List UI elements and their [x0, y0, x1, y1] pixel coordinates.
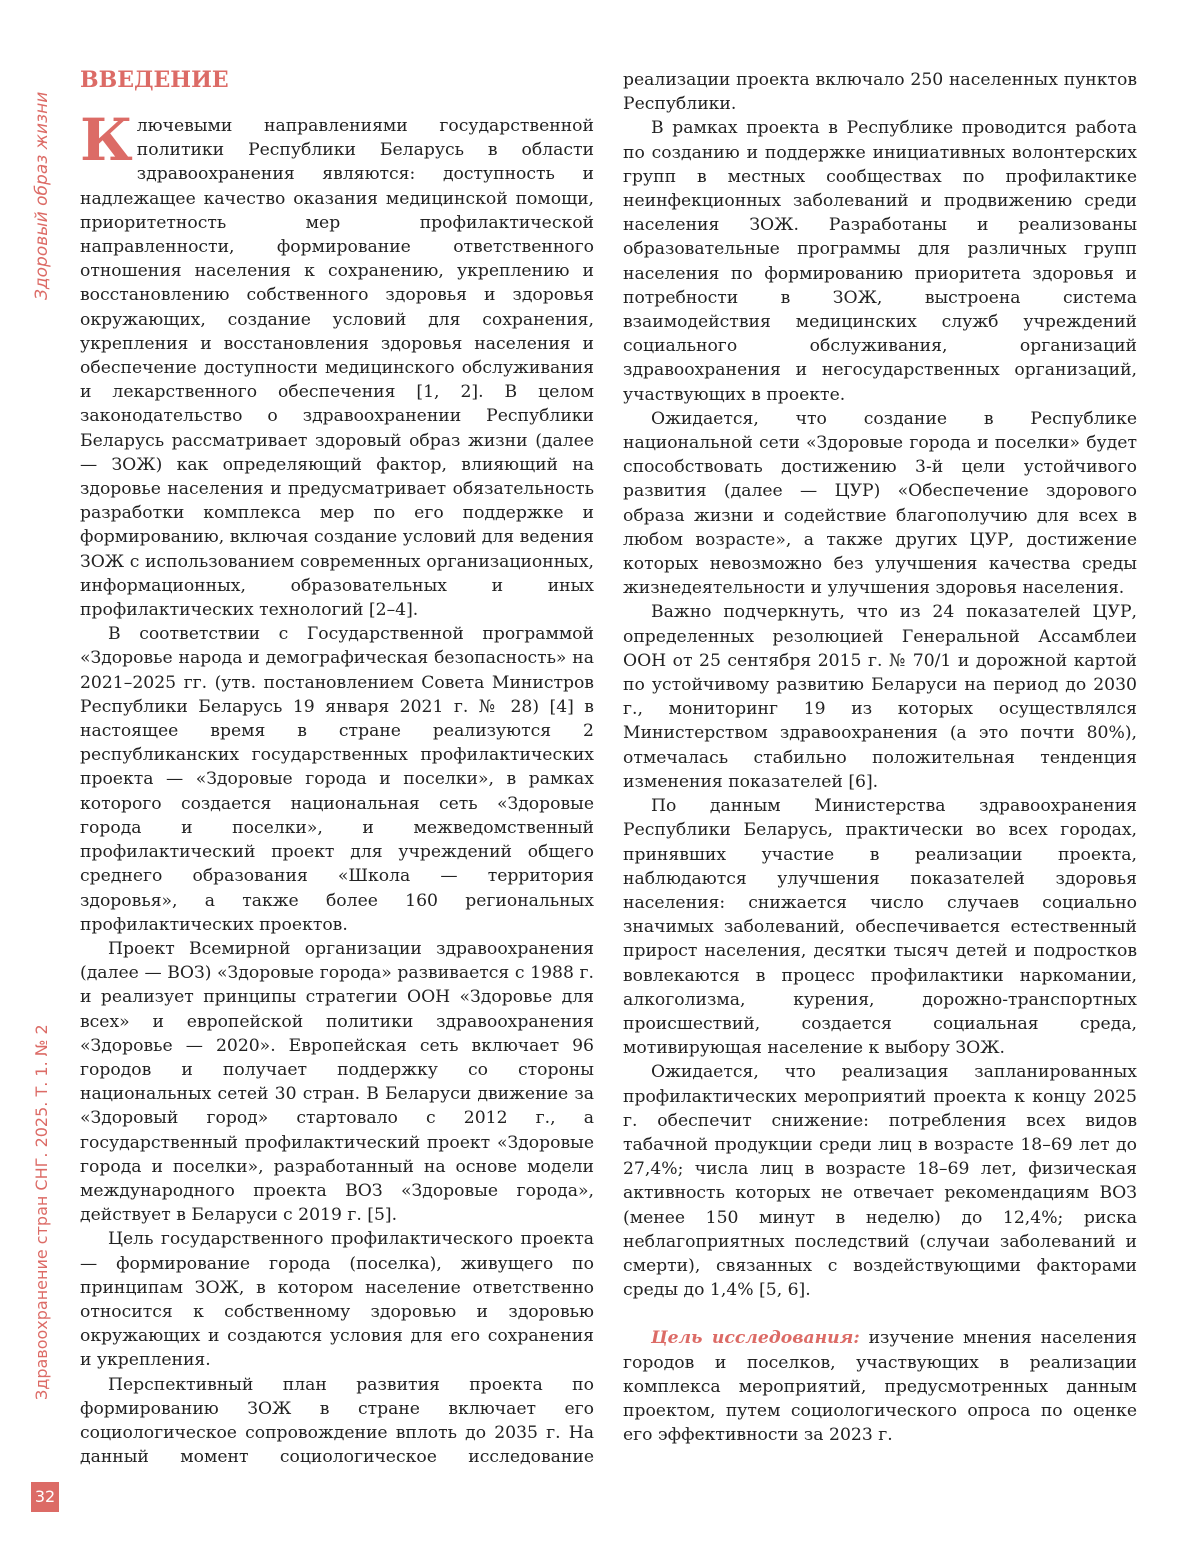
paragraph-continuation: реализации проекта включало 250 населенных пунктов Республики.	[623, 70, 1137, 115]
paragraph: Важно подчеркнуть, что из 24 показателей ЦУР, определенных резолюцией Генеральной Ассамблеи ООН от 25 сентября 2015 г. № 70/1 и дорожной картой по устойчивому развитию Беларуси на период до 2030 г., мониторинг 19 из которых осуществлялся Министерством здравоохранения (а это почти 80%), отмечалась стабильно положительная тенденция изменения показателей [6].	[623, 602, 1137, 792]
study-aim-text: изучение мнения населения городов и поселков, участвующих в реализации комплекса мероприятий, предусмотренных данным проектом, путем социологического опроса по оценке его эффективности за 2023 г.	[623, 1328, 1138, 1446]
journal-citation: Здравоохранение стран СНГ. 2025. Т. 1. № 2	[32, 1024, 51, 1400]
paragraph: Проект Всемирной организации здравоохранения (далее — ВОЗ) «Здоровые города» развивается с 1988 г. и реализует принципы стратегии ООН «Здоровье для всех» и европейской политики здравоохранения «Здоровье — 2020». Европейская сеть включает 96 городов и получает поддержку со стороны национальных сетей 30 стран. В Беларуси движение за «Здоровый город» стартовало с 2012 г., а государственный профилактический проект «Здоровые города и поселки», разработанный на основе модели международного проекта ВОЗ «Здоровые города», действует в Беларуси с 2019 г. [5].	[80, 938, 594, 1226]
paragraph: Ожидается, что создание в Республике национальной сети «Здоровые города и поселки» будет способствовать достижению 3-й цели устойчивого развития (далее — ЦУР) «Обеспечение здорового образа жизни и содействие благополучию для всех в любом возрасте», а также других ЦУР, достижение которых невозможно без улучшения качества среды жизнедеятельности и улучшения здоровья населения.	[623, 408, 1137, 599]
drop-cap: К	[80, 106, 133, 174]
left-column	[80, 66, 594, 1469]
paragraph: Ожидается, что реализация запланированных профилактических мероприятий проекта к концу 2025 г. обеспечит снижение: потребления всех видов табачной продукции среди лиц в возрасте 18–69 лет до 27,4%; числа лиц в возрасте 18–69 лет, физическая активность которых не отвечает рекомендациям ВОЗ (менее 150 минут в неделю) до 12,4%; риска неблагоприятных последствий (случаи заболеваний и смерти), связанных с воздействующими факторами среды до 1,4% [5, 6].	[623, 1062, 1137, 1301]
paragraph: Перспективный план развития проекта по формированию ЗОЖ в стране включает его социологическое сопровождение вплоть до 2035 г. На данный момент социологическое исследование	[80, 1374, 594, 1468]
study-aim-label: Цель исследования:	[651, 1328, 860, 1349]
paragraph: В рамках проекта в Республике проводится работа по созданию и поддержке инициативных волонтерских групп в местных сообществах по профилактике неинфекционных заболеваний и продвижению среди населения ЗОЖ. Разработаны и реализованы образовательные программы для различных групп населения по формированию приоритета здоровья и потребности в ЗОЖ, выстроена система взаимодействия медицинских служб учреждений социального обслуживания, организаций здравоохранения и негосударственных организаций, участвующих в проекте.	[623, 118, 1137, 405]
spacer	[623, 1302, 1137, 1326]
intro-paragraph	[80, 106, 594, 622]
right-column	[623, 68, 1137, 1447]
paragraph: По данным Министерства здравоохранения Республики Беларусь, практически во всех городах, принявших участие в реализации проекта, наблюдаются улучшения показателей здоровья населения: снижается число случаев социально значимых заболеваний, обеспечивается естественный прирост населения, десятки тысяч детей и подростков вовлекаются в процесс профилактики наркомании, алкоголизма, курения, дорожно-транспортных происшествий, создается социальная среда, мотивирующая население к выбору ЗОЖ.	[623, 796, 1137, 1059]
paragraph: Цель государственного профилактического проекта — формирование города (поселка), живущего по принципам ЗОЖ, в котором население ответственно относится к собственному здоровью и здоровью окружающих и создаются условия для его сохранения и укрепления.	[80, 1229, 594, 1371]
paragraph: В соответствии с Государственной программой «Здоровье народа и демографическая безопасность» на 2021–2025 гг. (утв. постановлением Совета Министров Республики Беларусь 19 января 2021 г. № 28) [4] в настоящее время в стране реализуются 2 республиканских государственных профилактических проекта — «Здоровые города и поселки», в рамках которого создается национальная сеть «Здоровые города и поселки», и межведомственный профилактический проект для учреждений общего среднего образования «Школа — территория здоровья», а также более 160 региональных профилактических проектов.	[80, 624, 594, 935]
intro-text: лючевыми направлениями государственной политики Республики Беларусь в области здравоохранения являются: доступность и надлежащее качество оказания медицинской помощи, приоритетность мер профилактической направленности, формирование ответственного отношения населения к сохранению, укреплению и восстановлению собственного здоровья и здоровья окружающих, создание условий для сохранения, укрепления и восстановления здоровья населения и обеспечение доступности медицинского обслуживания и лекарственного обеспечения [1, 2]. В целом законодательство о здравоохранении Республики Беларусь рассматривает здоровый образ жизни (далее — ЗОЖ) как определяющий фактор, влияющий на здоровье населения и предусматривает обязательность разработки комплекса мер по его поддержке и формированию, включая создание условий для ведения ЗОЖ с использованием современных организационных, информационных, образовательных и иных профилактических технологий [2–4].	[80, 116, 594, 621]
page-number: 32	[31, 1482, 59, 1512]
running-section-title: Здоровый образ жизни	[32, 91, 52, 300]
section-heading: ВВЕДЕНИЕ	[80, 67, 229, 93]
study-aim	[623, 1326, 1137, 1447]
